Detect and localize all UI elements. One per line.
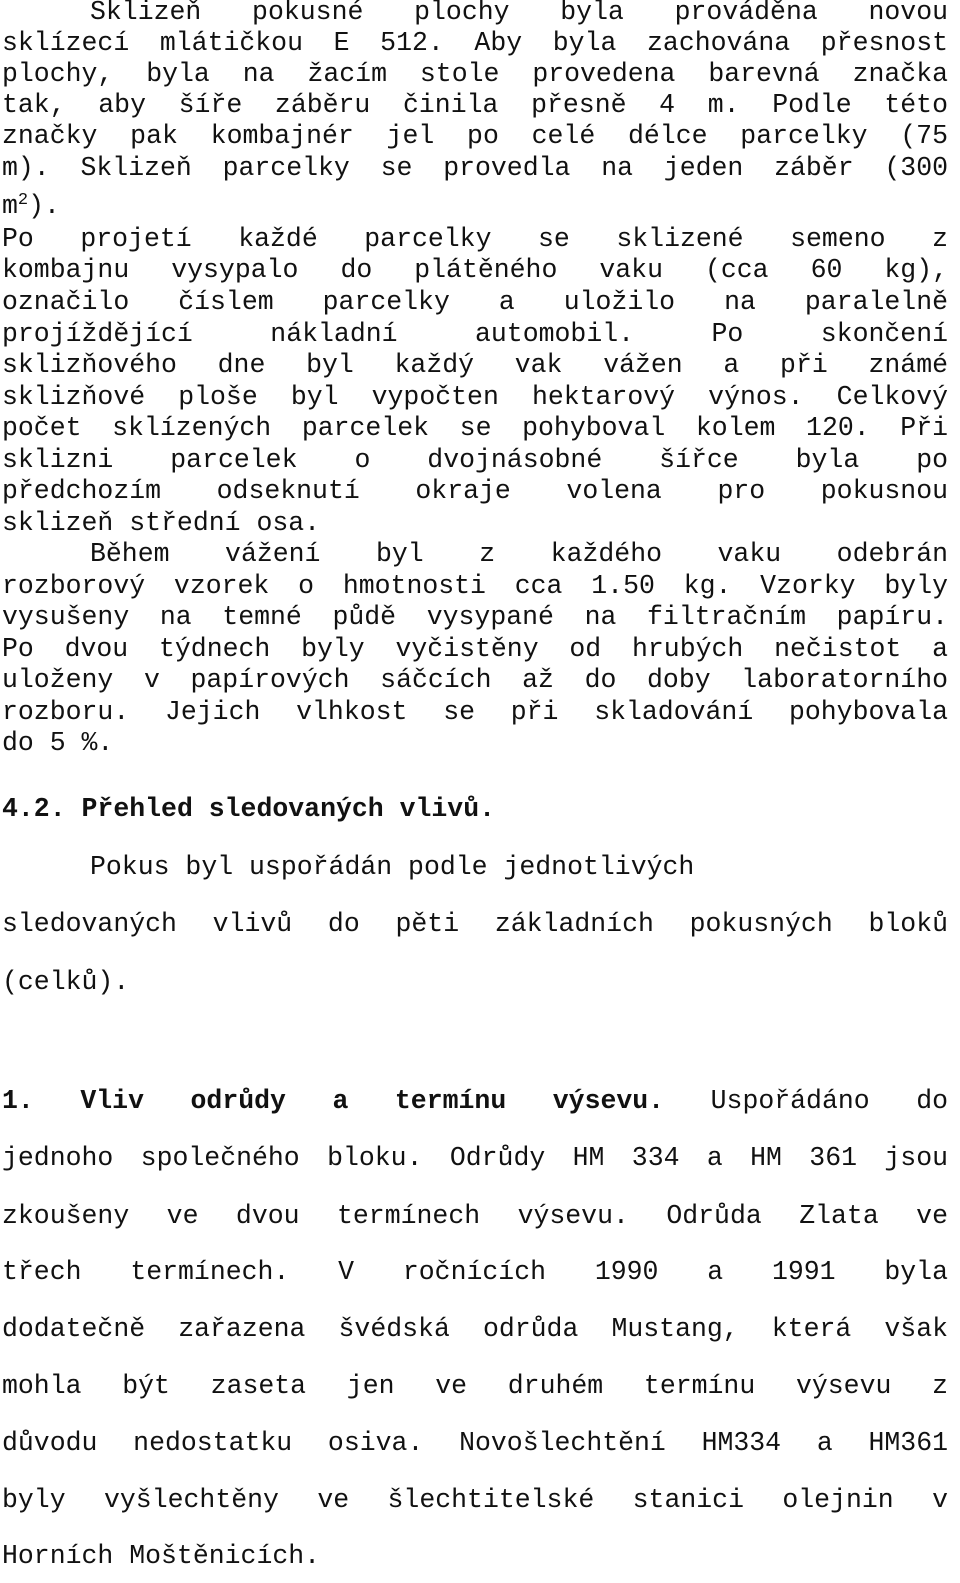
list-item-first-line [2,1085,948,1117]
text-line: sklizňového dne byl každý vak vážen a při známé [2,350,948,380]
text-line: Pokus byl uspořádán podle jednotlivých [90,852,695,882]
text-line: mohla být zaseta jen ve druhém termínu výsevu z [2,1371,948,1401]
text-line: Během vážení byl z každého vaku odebrán [90,539,948,569]
section-number: 4.2. [2,794,66,824]
text-line: sledovaných vlivů do pěti základních pokusných bloků [2,909,948,939]
text-line: důvodu nedostatku osiva. Novošlechtění HM334 a HM361 [2,1428,948,1458]
text-line: značky pak kombajnér jel po celé délce parcelky (75 [2,121,948,151]
section-heading [2,793,948,825]
item-title: Vliv odrůdy a termínu výsevu. [80,1086,665,1116]
section-title: Přehled sledovaných vlivů. [81,794,495,824]
line-tail: ). [28,191,60,221]
text-line: sklizni parcelek o dvojnásobné šířce byla po [2,445,948,475]
text-line: rozboru. Jejich vlhkost se při skladování pohybovala [2,697,948,727]
text-line: do 5 %. [2,728,114,758]
text-line: třech termínech. V ročnících 1990 a 1991 byla [2,1257,948,1287]
text-line [2,190,948,222]
text-line: Sklizeň pokusné plochy byla prováděna novou [90,0,948,27]
text-line: počet sklízených parcelek se pohyboval kolem 120. Při [2,413,948,443]
text-line: označilo číslem parcelky a uložilo na paralelně [2,287,948,317]
text-line: kombajnu vysypalo do plátěného vaku (cca 60 kg), [2,255,948,285]
text-line: tak, aby šíře záběru činila přesně 4 m. Podle této [2,90,948,120]
text-line: jednoho společného bloku. Odrůdy HM 334 a HM 361 jsou [2,1143,948,1173]
text-line: sklizeň střední osa. [2,508,321,538]
unit-m: m [2,191,18,221]
text-line: dodatečně zařazena švédská odrůda Mustang, která však [2,1314,948,1344]
text-line: předchozím odseknutí okraje volena pro pokusnou [2,476,948,506]
text-line: byly vyšlechtěny ve šlechtitelské stanici olejnin v [2,1485,948,1515]
text-line: uloženy v papírových sáčcích až do doby laboratorního [2,665,948,695]
item-first-tail: Uspořádáno do [710,1086,949,1116]
text-line: rozborový vzorek o hmotnosti cca 1.50 kg. Vzorky byly [2,571,948,601]
item-number: 1. [2,1086,34,1116]
unit-exponent: 2 [17,191,29,210]
text-line: zkoušeny ve dvou termínech výsevu. Odrůda Zlata ve [2,1201,948,1231]
text-line: Po projetí každé parcelky se sklizené semeno z [2,224,948,254]
text-line: Po dvou týdnech byly vyčistěny od hrubých nečistot a [2,634,948,664]
text-line: vysušeny na temné půdě vysypané na filtračním papíru. [2,602,948,632]
text-line: Horních Moštěnicích. [2,1541,321,1571]
text-line: (celků). [2,967,130,997]
text-line: projíždějící nákladní automobil. Po skončení [2,319,948,349]
text-line: m). Sklizeň parcelky se provedla na jeden záběr (300 [2,153,948,183]
text-line: plochy, byla na žacím stole provedena barevná značka [2,59,948,89]
text-line: sklízecí mlátičkou E 512. Aby byla zachována přesnost [2,28,948,58]
text-line: sklizňové ploše byl vypočten hektarový výnos. Celkový [2,382,948,412]
